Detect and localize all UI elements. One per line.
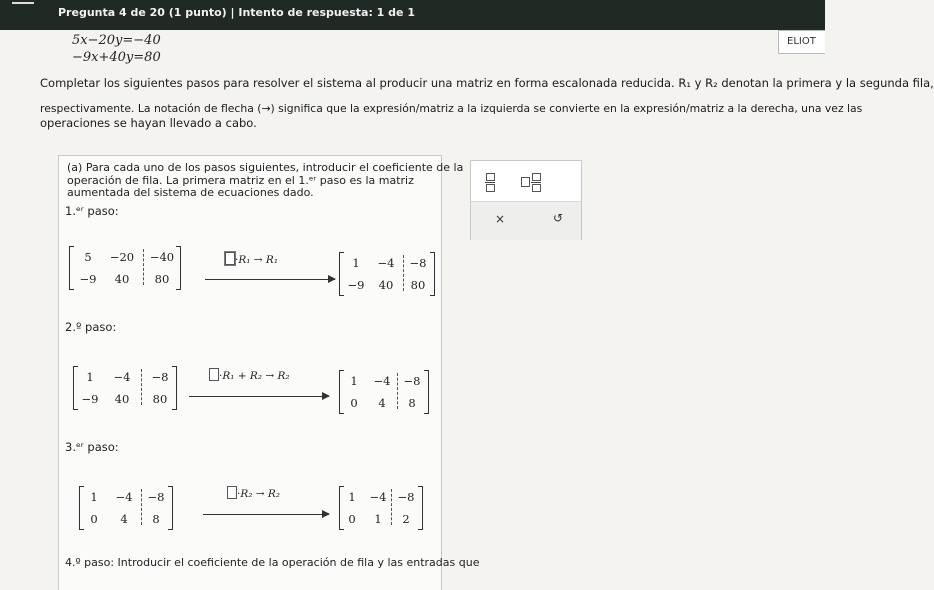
matrix-cell: 4 [120,512,128,526]
step-1-arrow [205,279,335,280]
menu-dash[interactable] [12,2,34,4]
step-2-left-matrix [73,366,177,410]
matrix-cell: −8 [397,490,415,504]
part-a-line-2: operación de fila. La primera matriz en el 1.ᵉʳ paso es la matriz [67,174,414,187]
part-a-line-3: aumentada del sistema de ecuaciones dado. [67,186,314,199]
matrix-cell: 1 [348,490,356,504]
matrix-cell: −8 [151,370,169,384]
step-1-left-matrix [69,246,181,290]
step-3-arrow [203,514,329,515]
clear-icon[interactable]: × [495,212,506,226]
math-toolbox [470,160,582,240]
matrix-cell: 2 [402,512,410,526]
matrix-cell: 1 [352,256,360,270]
matrix-cell: −4 [369,490,387,504]
step-3-coefficient-input[interactable] [227,486,237,499]
step-1-right-matrix [339,252,435,296]
matrix-cell: 1 [374,512,382,526]
matrix-cell: 8 [152,512,160,526]
instructions-line-3: operaciones se hayan llevado a cabo. [40,116,257,130]
answer-panel [58,155,480,590]
matrix-cell: 80 [410,278,426,292]
step-1-operation-text: ·R₁ → R₁ [235,254,279,266]
matrix-cell: 80 [152,392,168,406]
matrix-cell: −8 [403,374,421,388]
matrix-cell: −8 [409,256,427,270]
step-3-label: 3.ᵉʳ paso: [65,440,119,454]
step-3-operation [227,486,280,500]
step-2-operation-text: ·R₁ + R₂ → R₂ [219,370,290,382]
matrix-cell: 80 [154,272,170,286]
matrix-cell: 0 [350,396,358,410]
question-header-bar [0,0,825,30]
step-2-arrow [189,396,329,397]
matrix-cell: 5 [84,250,92,264]
mixed-number-icon[interactable] [531,173,541,192]
step-1-operation [225,252,278,266]
step-3-right-matrix [339,486,423,530]
matrix-cell: −20 [109,250,135,264]
matrix-cell: 40 [378,278,394,292]
matrix-cell: 1 [86,370,94,384]
step-1-label: 1.ᵉʳ paso: [65,204,119,218]
matrix-cell: 1 [350,374,358,388]
matrix-cell: −9 [347,278,365,292]
matrix-cell: 0 [90,512,98,526]
undo-icon[interactable]: ↺ [553,211,564,225]
step-2-right-matrix [339,370,429,414]
step-3-operation-text: ·R₂ → R₂ [237,488,281,500]
matrix-cell: −40 [149,250,175,264]
mixed-number-whole-box[interactable] [521,177,530,187]
step-2-operation [209,368,290,382]
matrix-cell: −9 [81,392,99,406]
matrix-cell: 0 [348,512,356,526]
matrix-cell: 8 [408,396,416,410]
step-4-text: 4.º paso: Introducir el coeficiente de la operación de fila y las entradas que [65,556,480,569]
matrix-cell: −9 [79,272,97,286]
matrix-cell: −4 [115,490,133,504]
matrix-cell: −4 [377,256,395,270]
step-3-left-matrix [79,486,173,530]
step-2-coefficient-input[interactable] [209,368,219,381]
user-name-tab[interactable]: ELIOT [778,30,825,54]
fraction-icon[interactable] [485,173,495,192]
step-2-label: 2.º paso: [65,320,117,334]
matrix-cell: 4 [378,396,386,410]
matrix-cell: 40 [114,272,130,286]
matrix-cell: −8 [147,490,165,504]
matrix-cell: 1 [90,490,98,504]
equation-1: 5x−20y=−40 [72,33,161,48]
toolbox-actions-row [471,201,581,240]
part-a-line-1: (a) Para cada uno de los pasos siguientes, introducir el coeficiente de la [67,161,464,174]
matrix-cell: −4 [373,374,391,388]
matrix-cell: 40 [114,392,130,406]
instructions-line-1: Completar los siguientes pasos para resolver el sistema al producir una matriz en forma escalonada reducida. R₁ y R₂ denotan la primera y la segunda fila, [40,76,934,90]
matrix-cell: −4 [113,370,131,384]
equation-2: −9x+40y=80 [72,50,161,65]
instructions-line-2: respectivamente. La notación de flecha (→) significa que la expresión/matriz a la izquierda se convierte en la expresión/matriz a la derecha, una vez las [40,102,863,115]
step-1-coefficient-input[interactable] [225,252,235,265]
question-title: Pregunta 4 de 20 (1 punto) | Intento de respuesta: 1 de 1 [58,6,415,19]
